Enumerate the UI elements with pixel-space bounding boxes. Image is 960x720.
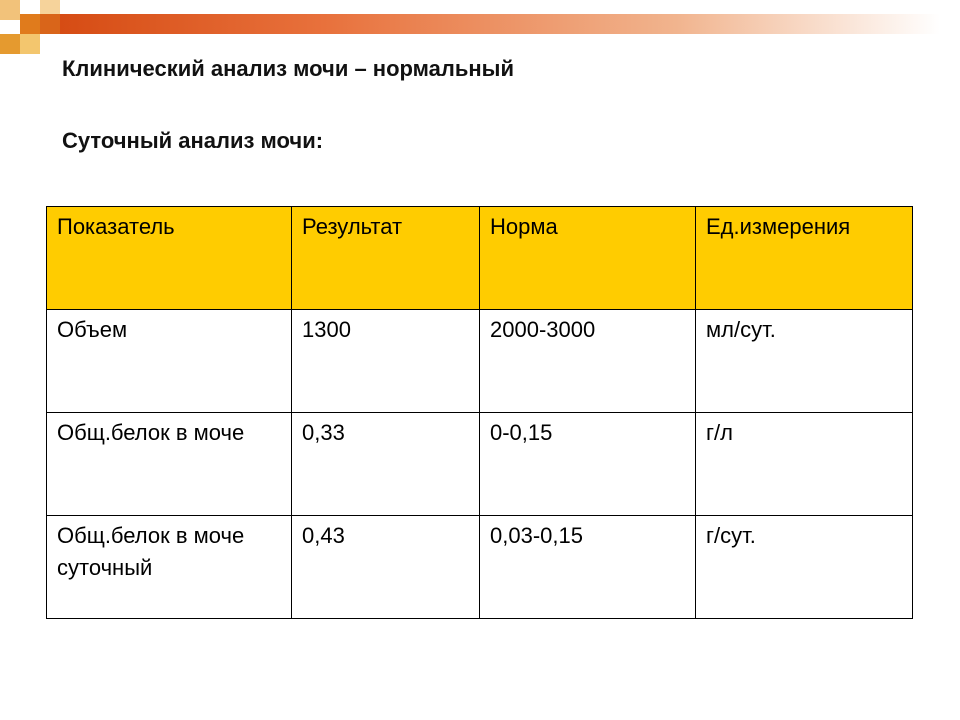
table-row xyxy=(47,310,913,413)
decor-square xyxy=(20,34,40,54)
decor-square xyxy=(20,14,40,34)
cell-norm: 0-0,15 xyxy=(480,413,696,516)
header-gradient-bar xyxy=(60,14,940,34)
cell-norm: 2000-3000 xyxy=(480,310,696,413)
decor-square xyxy=(40,0,60,14)
decor-square xyxy=(0,34,20,54)
decor-square xyxy=(40,14,60,34)
cell-unit: г/сут. xyxy=(696,516,913,619)
table-row xyxy=(47,516,913,619)
results-table xyxy=(46,206,913,619)
table-header-row xyxy=(47,207,913,310)
slide-subtitle: Суточный анализ мочи: xyxy=(62,128,324,153)
header-cell-result: Результат xyxy=(292,207,480,310)
slide-title: Клинический анализ мочи – нормальный xyxy=(62,56,514,81)
cell-result: 0,43 xyxy=(292,516,480,619)
header-cell-norm: Норма xyxy=(480,207,696,310)
cell-result: 0,33 xyxy=(292,413,480,516)
cell-indicator: Объем xyxy=(47,310,292,413)
cell-result: 1300 xyxy=(292,310,480,413)
cell-norm: 0,03-0,15 xyxy=(480,516,696,619)
cell-unit: мл/сут. xyxy=(696,310,913,413)
cell-indicator: Общ.белок в моче xyxy=(47,413,292,516)
header-cell-unit: Ед.измерения xyxy=(696,207,913,310)
cell-indicator: Общ.белок в моче суточный xyxy=(47,516,292,619)
decor-square xyxy=(0,0,20,20)
header-cell-indicator: Показатель xyxy=(47,207,292,310)
cell-unit: г/л xyxy=(696,413,913,516)
table-row xyxy=(47,413,913,516)
